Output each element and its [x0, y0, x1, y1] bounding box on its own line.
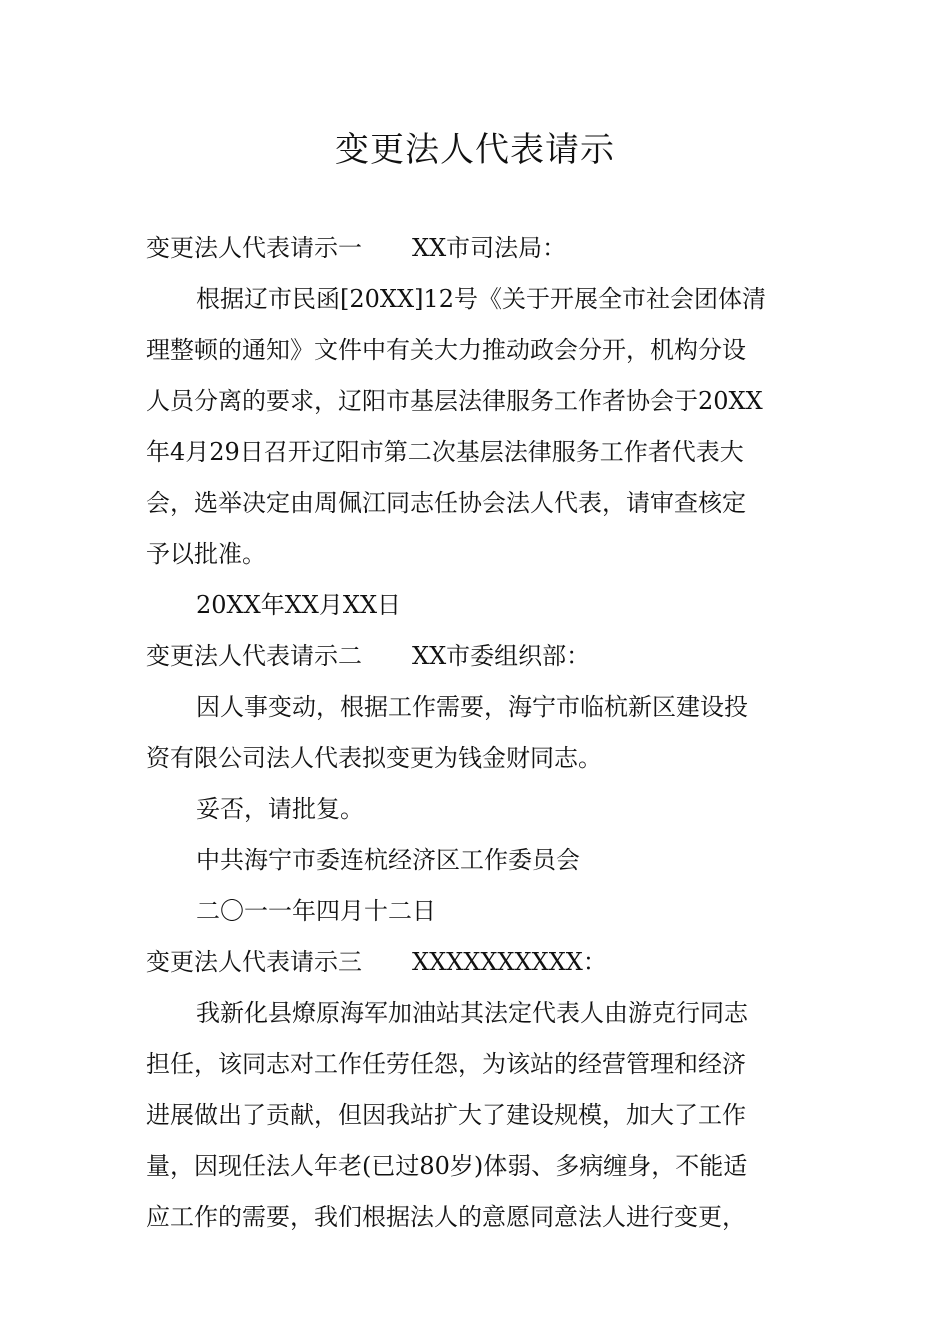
paragraph-line: 理整顿的通知》文件中有关大力推动政会分开，机构分设	[146, 336, 746, 364]
paragraph-line: 根据辽市民函[20XX]12号《关于开展全市社会团体清	[196, 285, 766, 313]
paragraph-line: 担任，该同志对工作任劳任怨，为该站的经营管理和经济	[146, 1050, 746, 1078]
section-addressee: XXXXXXXXXX：	[412, 948, 607, 976]
section-heading	[146, 223, 810, 274]
paragraph-line: 应工作的需要，我们根据法人的意愿同意法人进行变更，	[146, 1203, 746, 1231]
paragraph-line: 资有限公司法人代表拟变更为钱金财同志。	[146, 744, 602, 772]
document-title: 变更法人代表请示	[335, 130, 615, 170]
section-heading	[146, 631, 810, 682]
section-addressee: XX市委组织部：	[412, 642, 591, 670]
paragraph-line: 进展做出了贡献，但因我站扩大了建设规模，加大了工作	[146, 1101, 746, 1129]
section-addressee: XX市司法局：	[412, 234, 567, 262]
paragraph-line: 人员分离的要求，辽阳市基层法律服务工作者协会于20XX	[146, 387, 763, 415]
paragraph-line: 我新化县燎原海军加油站其法定代表人由游克行同志	[196, 999, 748, 1027]
section-heading	[146, 937, 810, 988]
section-label: 变更法人代表请示一	[146, 234, 362, 262]
document-body	[146, 223, 810, 1243]
section-date: 二〇一一年四月十二日	[196, 897, 436, 925]
paragraph-line: 因人事变动，根据工作需要，海宁市临杭新区建设投	[196, 693, 748, 721]
section-label: 变更法人代表请示三	[146, 948, 362, 976]
paragraph-line: 量，因现任法人年老(已过80岁)体弱、多病缠身，不能适	[146, 1152, 748, 1180]
section-label: 变更法人代表请示二	[146, 642, 362, 670]
paragraph-line: 予以批准。	[146, 540, 266, 568]
paragraph-line: 年4月29日召开辽阳市第二次基层法律服务工作者代表大	[146, 438, 744, 466]
section-date: 20XX年XX月XX日	[196, 591, 402, 619]
section-closing: 妥否，请批复。	[196, 795, 364, 823]
paragraph-line: 会，选举决定由周佩江同志任协会法人代表，请审查核定	[146, 489, 746, 517]
section-signature: 中共海宁市委连杭经济区工作委员会	[196, 846, 580, 874]
